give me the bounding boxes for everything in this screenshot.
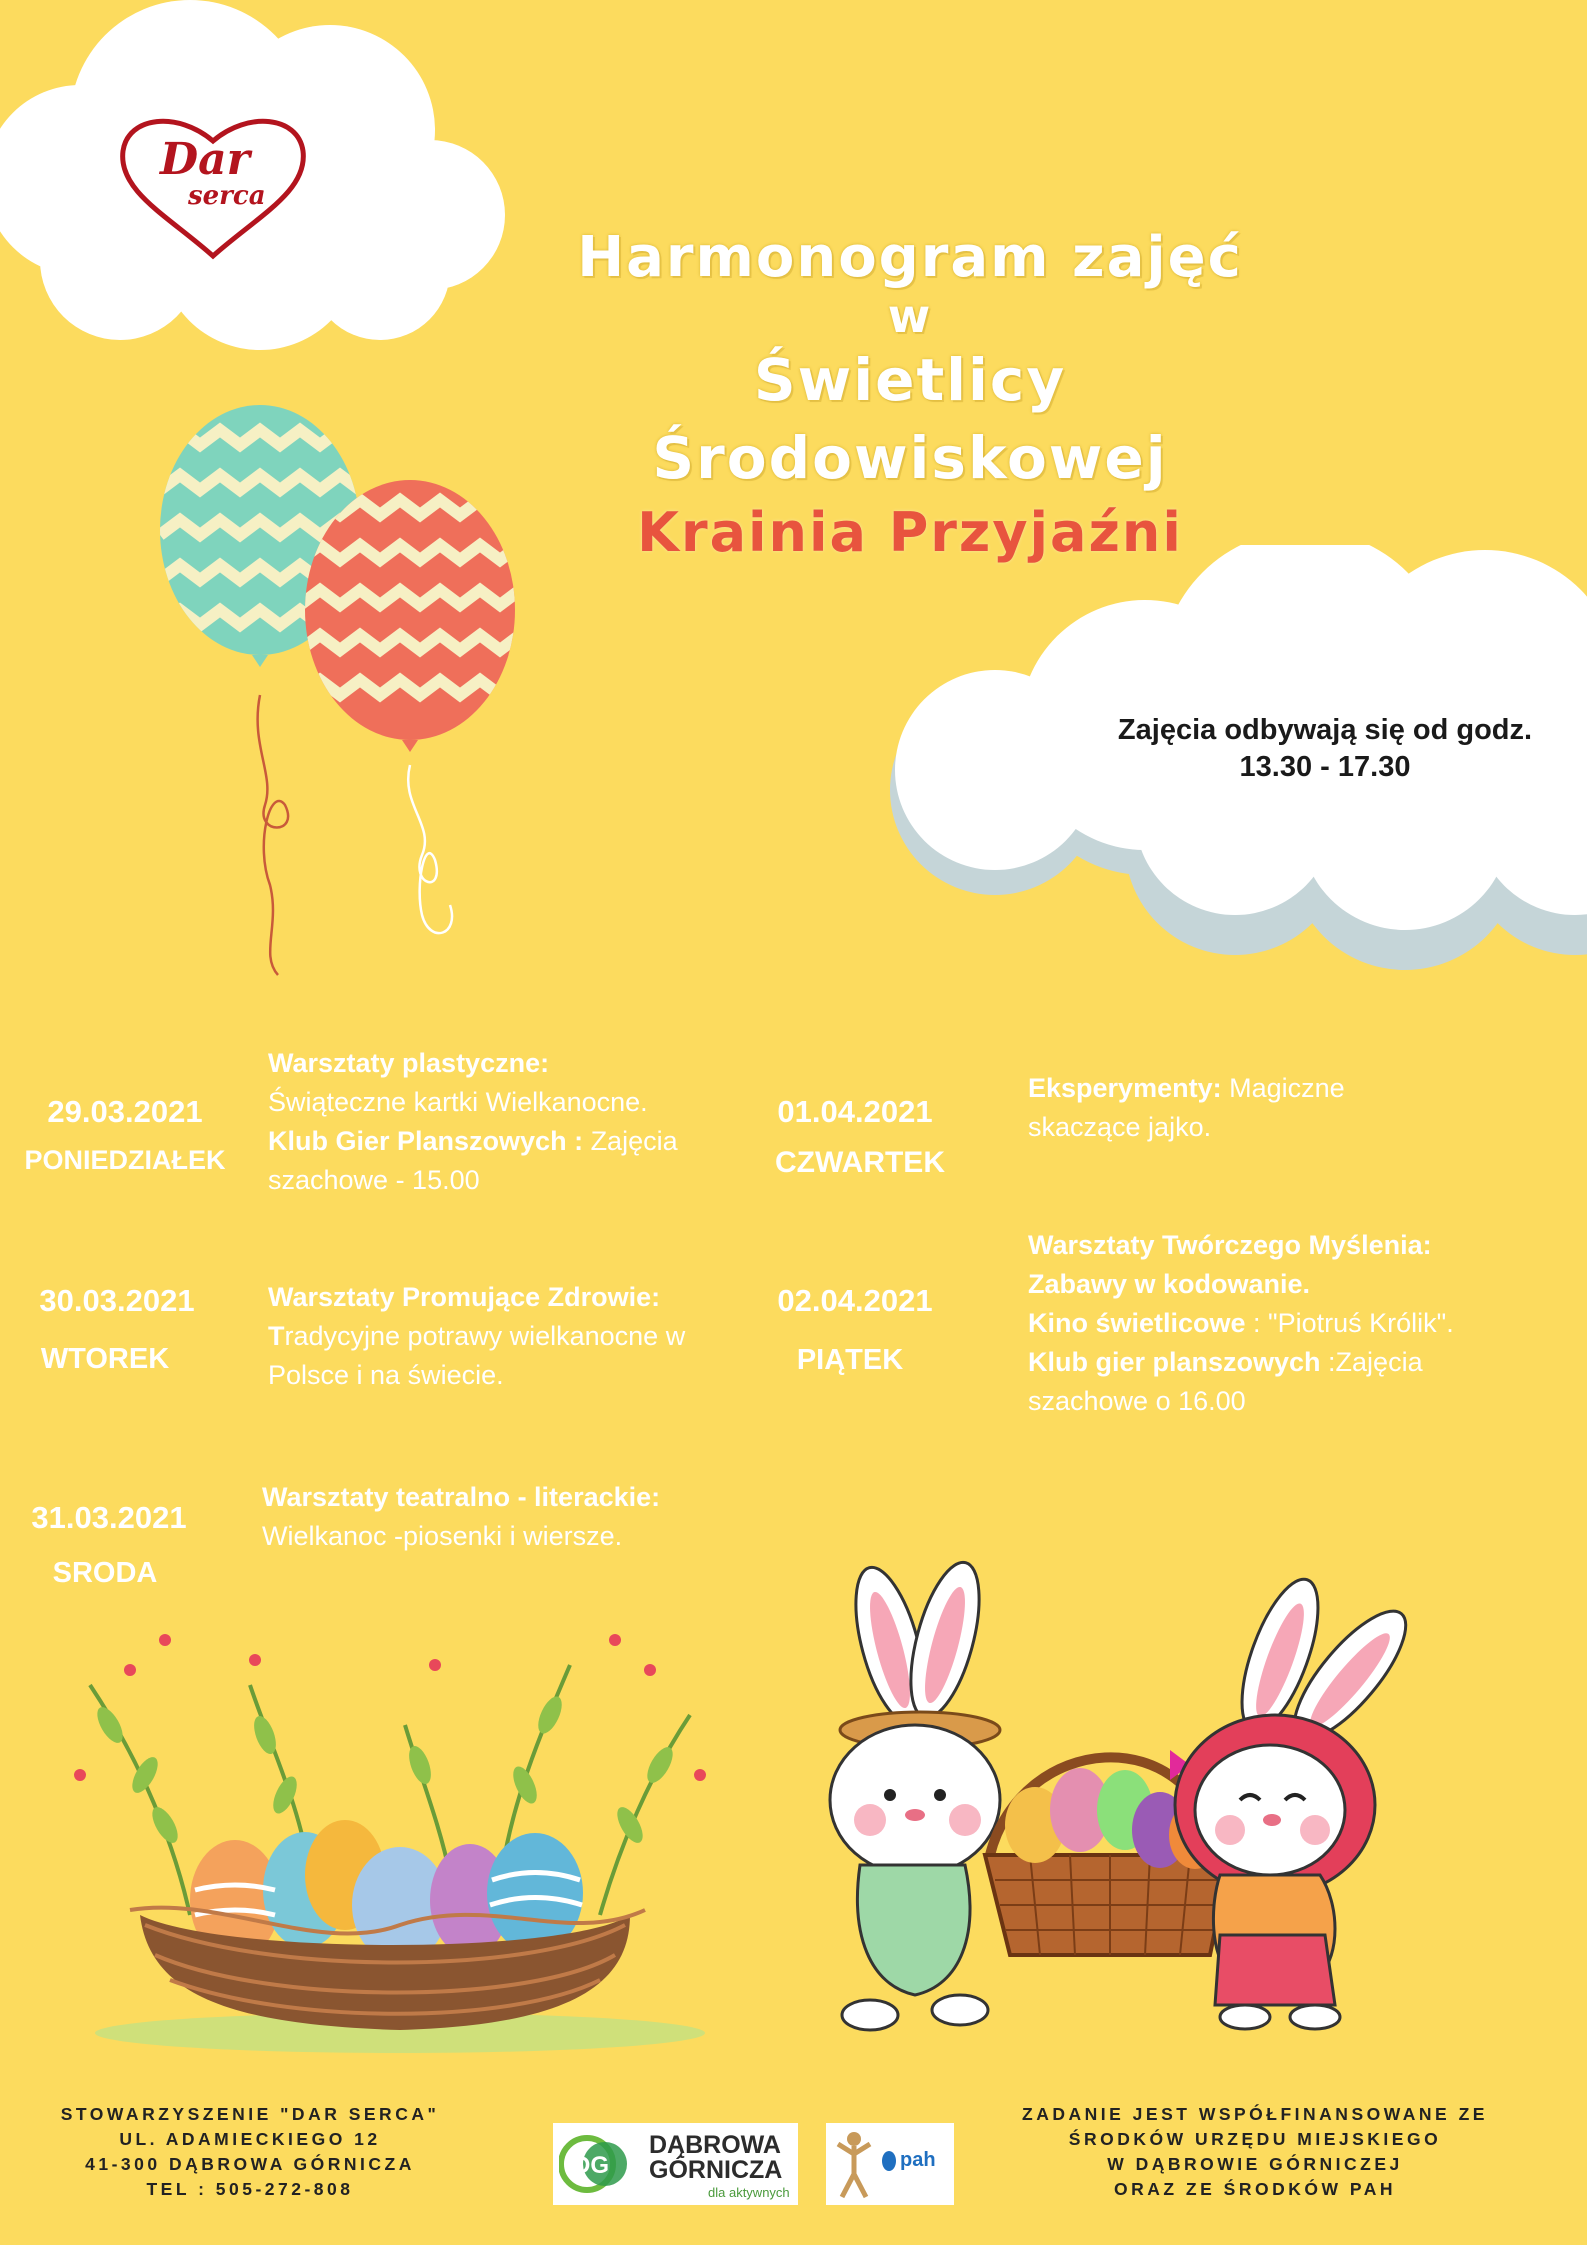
puppet-figure-icon [834,2129,874,2201]
easter-egg-balloons [160,405,580,980]
activity-text: Magiczne skaczące jajko. [1028,1073,1345,1142]
activity-text: radycyjne potrawy wielkanocne w Polsce i na świecie. [268,1321,686,1390]
schedule-date: 01.04.2021 [777,1094,933,1129]
schedule-date: 02.04.2021 [777,1283,933,1318]
activity-initial: T [268,1321,285,1351]
schedule-day: SRODA [52,1557,158,1589]
schedule-day: PONIEDZIAŁEK [24,1145,226,1175]
organization-address [40,2102,460,2202]
address-line: TEL : 505-272-808 [146,2179,354,2199]
dabrowa-gornicza-logo [553,2123,798,2205]
dg-name-line-1: DĄBROWA [649,2131,781,2159]
funding-note [965,2102,1545,2202]
schedule-description [1028,1226,1478,1421]
address-line: STOWARZYSZENIE "DAR SERCA" [60,2104,440,2124]
title-line-4: Krainia Przyjaźni [637,501,1183,564]
schedule-description [262,1478,722,1556]
easter-basket-illustration [70,1625,710,2055]
address-line: UL. ADAMIECKIEGO 12 [119,2129,381,2149]
activity-heading: Kino świetlicowe [1028,1308,1246,1338]
funding-line: ŚRODKÓW URZĘDU MIEJSKIEGO [1068,2129,1442,2149]
title-line-1: Harmonogram zajęć [577,225,1243,290]
schedule-description [268,1278,708,1395]
activity-text: :Zajęcia szachowe o 16.00 [1028,1347,1423,1416]
heart-icon [108,96,318,271]
funding-line: ORAZ ZE ŚRODKÓW PAH [1113,2179,1396,2199]
activity-heading: Warsztaty teatralno - literackie: [262,1482,661,1512]
hours-info [1090,712,1560,786]
easter-bunnies-illustration [790,1555,1470,2035]
logo [108,96,318,271]
title-line-2: w [887,289,933,343]
schedule-day: CZWARTEK [775,1146,945,1179]
dg-tagline: dla aktywnych [708,2185,790,2200]
schedule-date: 30.03.2021 [39,1283,195,1318]
funding-line: ZADANIE JEST WSPÓŁFINANSOWANE ZE [1022,2104,1488,2124]
activity-heading: Zabawy w kodowanie. [1028,1269,1311,1299]
pah-drop-icon [882,2151,896,2171]
schedule-day: WTOREK [40,1343,170,1375]
address-line: 41-300 DĄBROWA GÓRNICZA [85,2154,415,2174]
activity-heading: Klub Gier Planszowych : [268,1126,584,1156]
dg-emblem-icon [559,2129,631,2199]
activity-text: Zajęcia szachowe - 15.00 [268,1126,678,1195]
schedule-date: 31.03.2021 [31,1500,187,1535]
activity-heading: Warsztaty plastyczne: [268,1048,550,1078]
funding-line: W DĄBROWIE GÓRNICZEJ [1107,2154,1403,2174]
schedule-description [1028,1069,1348,1147]
logo-text-serca: serca [188,181,266,211]
svg-text:DG: DG [573,2152,609,2179]
page-title [560,225,1260,569]
title-line-3: Świetlicy Środowiskowej [652,346,1168,492]
schedule-day: PIĄTEK [796,1344,904,1376]
activity-heading: Warsztaty Promujące Zdrowie: [268,1282,661,1312]
activity-text: Wielkanoc -piosenki i wiersze. [262,1521,623,1551]
activity-text: Świąteczne kartki Wielkanocne. [268,1087,648,1117]
hours-line-2: 13.30 - 17.30 [1239,751,1411,783]
activity-heading: Eksperymenty: [1028,1073,1222,1103]
schedule-date: 29.03.2021 [47,1094,203,1129]
logo-text-dar: Dar [160,134,250,185]
activity-text: : "Piotruś Królik". [1245,1308,1454,1338]
activity-heading: Klub gier planszowych [1028,1347,1321,1377]
schedule-description [268,1044,708,1200]
dg-name-line-2: GÓRNICZA [649,2156,783,2184]
activity-heading: Warsztaty Twórczego Myślenia: [1028,1230,1432,1260]
hours-line-1: Zajęcia odbywają się od godz. [1117,714,1533,746]
pah-text: pah [900,2149,936,2171]
pah-logo [826,2123,954,2205]
